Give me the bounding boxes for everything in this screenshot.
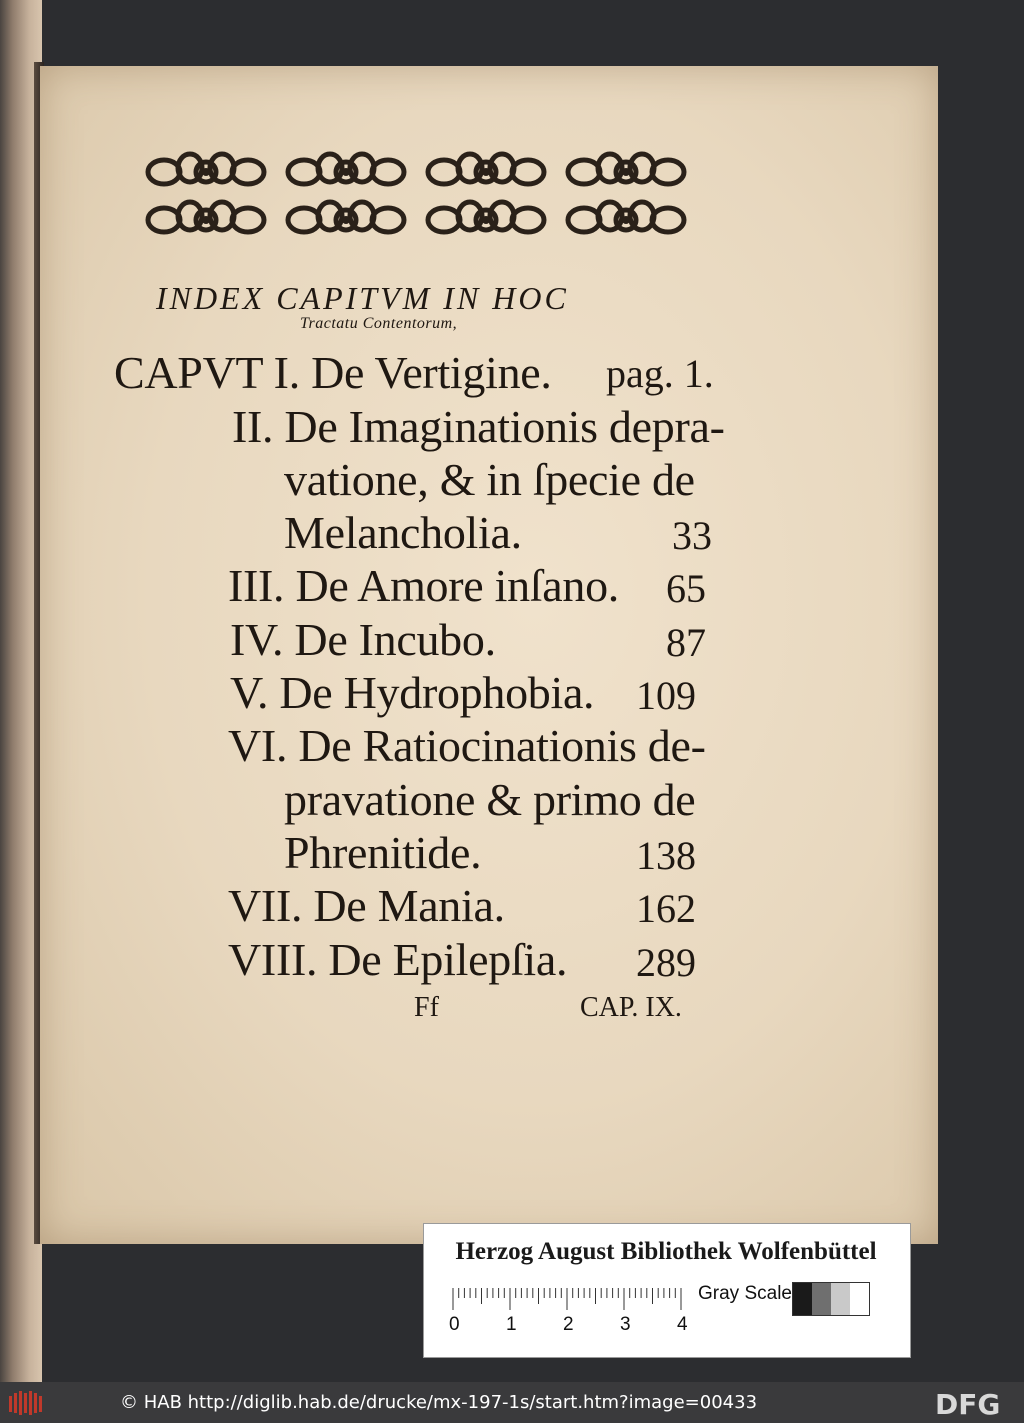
signature-mark: Ff [414,992,439,1023]
entry-text: pravatione & primo de [284,774,696,825]
entry-text: II. De Imaginationis depra- [232,401,725,452]
library-name: Herzog August Bibliothek Wolfenbüttel [455,1238,877,1265]
entry-page: 138 [636,833,696,878]
entry-page: pag. 1. [606,351,714,396]
entry-text: CAPVT I. De Vertigine. [114,347,552,398]
ornament-flourish [428,154,544,184]
entry-page: 162 [636,886,696,931]
ornament-flourish [288,202,404,232]
ruler-number: 3 [620,1314,631,1335]
ornament-flourish [288,154,404,184]
entry-text: III. De Amore inſano. [228,560,619,611]
index-subtitle: Tractatu Contentorum, [300,315,458,332]
catchword: CAP. IX. [580,992,682,1023]
entry-page: 289 [636,940,696,985]
viewer-footer [0,1382,1024,1423]
entry-page: 65 [666,566,706,611]
copyright-link[interactable]: © HAB http://diglib.hab.de/drucke/mx-197-1s/start.htm?image=00433 [120,1392,758,1413]
hab-logo-icon [8,1390,44,1416]
entry-text: vatione, & in ſpecie de [284,454,695,505]
gray-scale-label: Gray Scale [698,1283,792,1304]
entry-text: V. De Hydrophobia. [230,667,595,718]
gray-scale-swatches [792,1282,870,1316]
entry-text: Phrenitide. [284,827,482,878]
entry-text: Melancholia. [284,507,522,558]
entry-text: VI. De Ratiocinationis de- [228,720,706,771]
dfg-logo-text: DFG [935,1388,1001,1421]
entry-text: VIII. De Epilepſia. [228,934,568,985]
index-title: INDEX CAPITVM IN HOC [156,280,569,316]
ruler-number: 0 [449,1314,460,1335]
entry-text: IV. De Incubo. [230,614,496,665]
ornament-flourish [428,202,544,232]
ornament-flourish [148,154,264,184]
entry-page: 87 [666,620,706,665]
ruler-number: 1 [506,1314,517,1335]
printers-ornament [136,144,696,248]
entry-page: 33 [672,513,712,558]
cm-ruler [449,1286,707,1335]
ornament-flourish [568,202,684,232]
library-color-target [423,1223,911,1358]
ornament-flourish [568,154,684,184]
ornament-flourish [148,202,264,232]
entry-text: VII. De Mania. [228,880,505,931]
entry-page: 109 [636,673,696,718]
ruler-number: 2 [563,1314,574,1335]
dfg-logo [933,1388,1017,1421]
ruler-number: 4 [677,1314,688,1335]
